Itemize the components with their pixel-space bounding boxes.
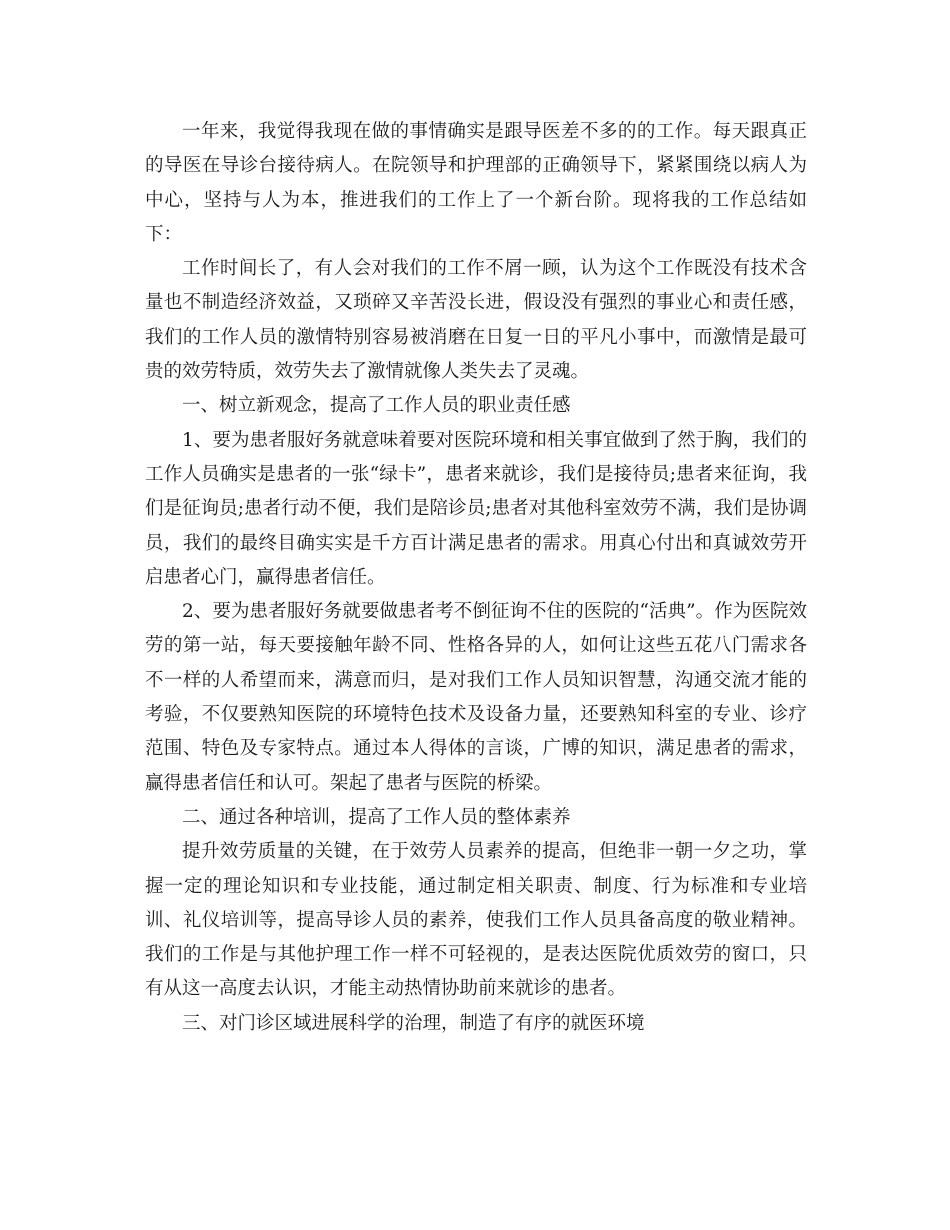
paragraph-item-2: 2、要为患者服好务就要做患者考不倒征询不住的医院的“活典”。作为医院效劳的第一站，每天要接触年龄不同、性格各异的人，如何让这些五花八门需求各不一样的人希望而来，满意而归，是对我们工作人员知识智慧，沟通交流才能的考验，不仅要熟知医院的环境特色技术及设备力量，还要熟知科室的专业、诊疗范围、特色及专家特点。通过本人得体的言谈，广博的知识，满足患者的需求，赢得患者信任和认可。架起了患者与医院的桥梁。 [145, 601, 807, 794]
document-body [145, 115, 807, 1041]
paragraph-passion: 工作时间长了，有人会对我们的工作不屑一顾，认为这个工作既没有技术含量也不制造经济效益，又琐碎又辛苦没长进，假设没有强烈的事业心和责任感，我们的工作人员的激情特别容易被消磨在日复一日的平凡小事中，而激情是最可贵的效劳特质，效劳失去了激情就像人类失去了灵魂。 [145, 258, 807, 383]
paragraph-item-1: 1、要为患者服好务就意味着要对医院环境和相关事宜做到了然于胸，我们的工作人员确实是患者的一张“绿卡”，患者来就诊，我们是接待员;患者来征询，我们是征询员;患者行动不便，我们是陪诊员;患者对其他科室效劳不满，我们是协调员，我们的最终目确实实是千方百计满足患者的需求。用真心付出和真诚效劳开启患者心门，赢得患者信任。 [145, 429, 807, 588]
section-heading-1: 一、树立新观念，提高了工作人员的职业责任感 [182, 395, 571, 417]
paragraph-intro: 一年来，我觉得我现在做的事情确实是跟导医差不多的的工作。每天跟真正的导医在导诊台接待病人。在院领导和护理部的正确领导下，紧紧围绕以病人为中心，坚持与人为本，推进我们的工作上了一个新台阶。现将我的工作总结如下： [145, 121, 807, 245]
section-heading-3: 三、对门诊区域进展科学的治理，制造了有序的就医环境 [182, 1012, 645, 1034]
section-heading-2: 二、通过各种培训，提高了工作人员的整体素养 [182, 806, 571, 828]
paragraph-training: 提升效劳质量的关键，在于效劳人员素养的提高，但绝非一朝一夕之功，掌握一定的理论知识和专业技能，通过制定相关职责、制度、行为标准和专业培训、礼仪培训等，提高导诊人员的素养，使我们工作人员具备高度的敬业精神。我们的工作是与其他护理工作一样不可轻视的，是表达医院优质效劳的窗口，只有从这一高度去认识，才能主动热情协助前来就诊的患者。 [145, 841, 807, 1000]
